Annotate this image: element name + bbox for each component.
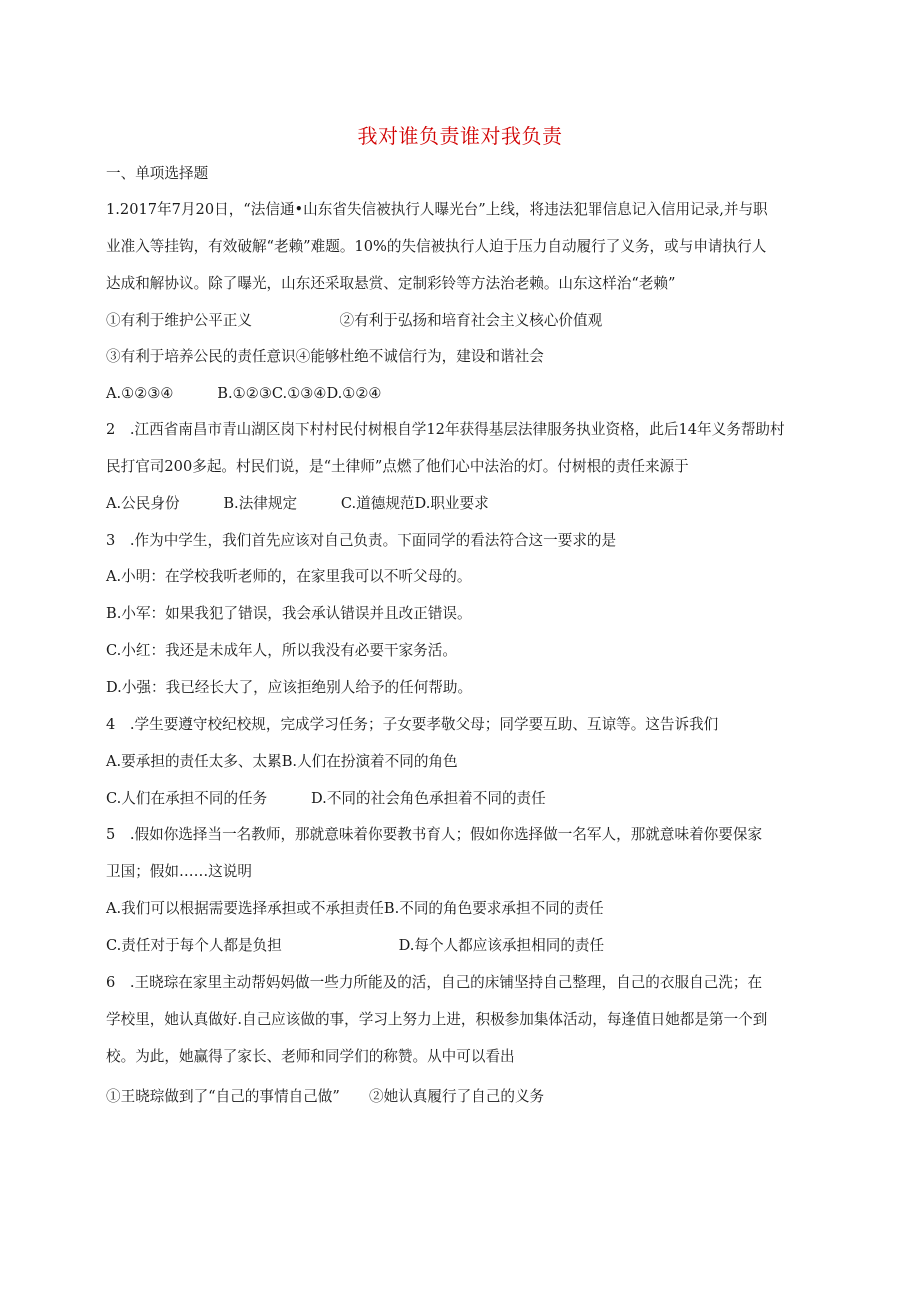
text-line: 卫国；假如……这说明	[106, 863, 252, 880]
text-line: ①王晓琮做到了“自己的事情自己做” ②她认真履行了自己的义务	[106, 1088, 545, 1105]
answer-options: C.人们在承担不同的任务 D.不同的社会角色承担着不同的责任	[106, 790, 546, 807]
text-line: 3 .作为中学生，我们首先应该对自己负责。下面同学的看法符合这一要求的是	[106, 532, 617, 549]
answer-option: C.小红：我还是未成年人，所以我没有必要干家务活。	[106, 642, 457, 659]
page-title: 我对谁负责谁对我负责	[357, 124, 563, 148]
text-line: 校。为此，她赢得了家长、老师和同学们的称赞。从中可以看出	[106, 1048, 515, 1065]
answer-options: A.公民身份 B.法律规定 C.道德规范D.职业要求	[106, 495, 489, 512]
text-line: 4 .学生要遵守校纪校规，完成学习任务；子女要孝敬父母；同学要互助、互谅等。这告诉我们	[106, 716, 719, 733]
answer-options: A.要承担的责任太多、太累B.人们在扮演着不同的角色	[106, 753, 458, 770]
text-line: 2 .江西省南昌市青山湖区岗下村村民付树根自学12年获得基层法律服务执业资格，此后14年义务帮助村	[106, 421, 785, 438]
text-line: 6 .王晓琮在家里主动帮妈妈做一些力所能及的活，自己的床铺坚持自己整理，自己的衣服自己洗；在	[106, 974, 763, 991]
answer-options: A.我们可以根据需要选择承担或不承担责任B.不同的角色要求承担不同的责任	[106, 900, 604, 917]
text-line: 5 .假如你选择当一名教师，那就意味着你要教书育人；假如你选择做一名军人，那就意味着你要保家	[106, 826, 763, 843]
answer-options: A.①②③④ B.①②③C.①③④D.①②④	[106, 385, 382, 402]
text-line: 民打官司200多起。村民们说，是“土律师”点燃了他们心中法治的灯。付树根的责任来源于	[106, 458, 689, 475]
text-line: 1.2017年7月20日，“法信通•山东省失信被执行人曝光台”上线，将违法犯罪信息记入信用记录,并与职	[106, 201, 768, 218]
answer-option: B.小军：如果我犯了错误，我会承认错误并且改正错误。	[106, 605, 472, 622]
text-line: 学校里，她认真做好.自己应该做的事，学习上努力上进，积极参加集体活动，每逢值日她都是第一个到	[106, 1011, 768, 1028]
text-line: 达成和解协议。除了曝光，山东还采取悬赏、定制彩铃等方法治老赖。山东这样治“老赖”	[106, 275, 676, 292]
answer-option: D.小强：我已经长大了，应该拒绝别人给予的任何帮助。	[106, 679, 473, 696]
text-line: ③有利于培养公民的责任意识④能够杜绝不诚信行为，建设和谐社会	[106, 348, 544, 365]
answer-option: A.小明：在学校我听老师的，在家里我可以不听父母的。	[106, 568, 472, 585]
answer-options: C.责任对于每个人都是负担 D.每个人都应该承担相同的责任	[106, 937, 605, 954]
text-line: 业准入等挂钩，有效破解“老赖”难题。10%的失信被执行人迫于压力自动履行了义务，或与申请执行人	[106, 238, 767, 255]
text-line: ①有利于维护公平正义 ②有利于弘扬和培育社会主义核心价值观	[106, 312, 603, 329]
section-heading: 一、单项选择题	[106, 165, 209, 182]
